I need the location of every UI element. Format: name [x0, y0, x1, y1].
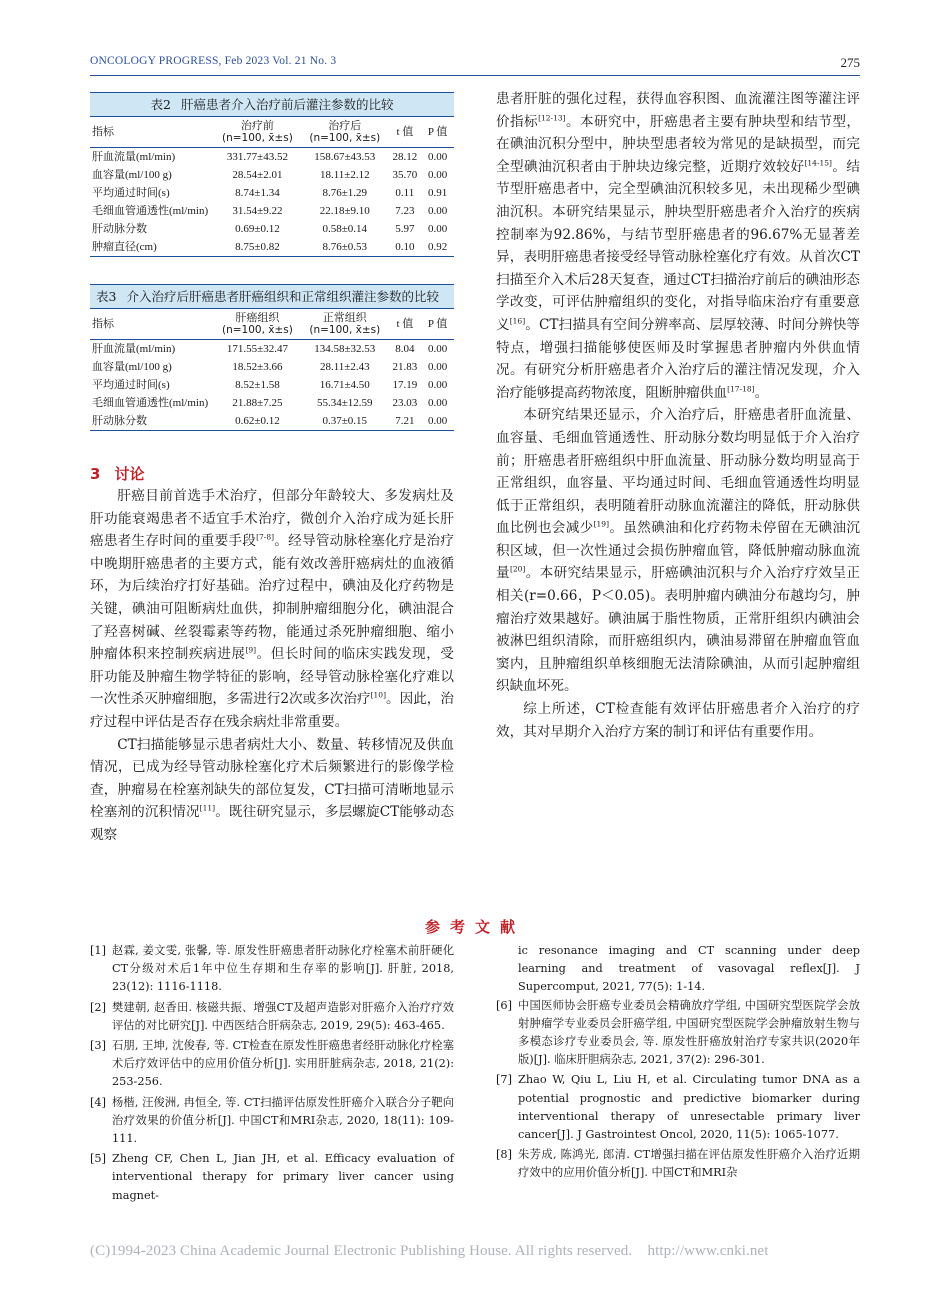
section-title: 讨论 [114, 465, 145, 483]
section-number: 3 [90, 465, 101, 483]
table-cell: 0.00 [427, 378, 448, 391]
reference-text: Zheng CF, Chen L, Jian JH, et al. Efficacy evaluation of interventional therapy for primary liver cancer using magnet- [112, 1152, 454, 1202]
paragraph-text: 。虽然碘油和化疗药物未停留在无碘油沉积区域，但一次性通过会损伤肿瘤血管，降低肿瘤动脉血流量 [496, 520, 861, 582]
body-paragraph [496, 88, 860, 404]
table-2-grid [90, 117, 454, 257]
table-2-caption [90, 92, 454, 117]
table-header-cell: 正常组织 (n=100, x̄±s) [301, 309, 388, 340]
table-cell: 平均通过时间(s) [92, 186, 170, 199]
table-cell: 18.11±2.12 [319, 168, 370, 181]
reference-text: 赵霖, 姜文雯, 张馨, 等. 原发性肝癌患者肝动脉化疗栓塞术前肝硬化CT分级对术后1年中位生存期和生存率的影响[J]. 肝脏, 2018, 23(12): 1116-1118. [112, 944, 454, 994]
table-2-header-row [90, 117, 454, 148]
table-cell: 16.71±4.50 [319, 378, 370, 391]
table-cell: 8.76±0.53 [301, 238, 388, 257]
paragraph-text: 。但长时间的临床实践发现，受肝功能及肿瘤生物学特征的影响，经导管动脉栓塞化疗难以一次性杀灭肿瘤细胞，多需进行2次或多次治疗 [90, 646, 454, 708]
table-cell: 0.00 [427, 222, 448, 235]
table-header-cell: t 值 [388, 117, 421, 148]
reference-item [90, 1150, 454, 1205]
table-3-title: 介入治疗后肝癌患者肝癌组织和正常组织灌注参数的比较 [126, 289, 439, 304]
reference-continuation: ic resonance imaging and CT scanning under deep learning and treatment of vasovagal reflex[J]. J Supercomput, 2021, 77(5): 1-14. [518, 944, 860, 994]
table-3 [90, 284, 454, 431]
table-cell: 55.34±12.59 [317, 396, 373, 409]
table-cell: 0.00 [427, 342, 448, 355]
reference-number: [7] [496, 1073, 513, 1087]
table-cell: 血容量(ml/100 g) [92, 360, 172, 373]
table-row [90, 184, 454, 202]
table-3-body [90, 340, 454, 431]
table-cell: 血容量(ml/100 g) [92, 168, 172, 181]
table-cell: 0.00 [427, 360, 448, 373]
references-left [90, 942, 454, 1207]
table-cell: 35.70 [392, 168, 418, 181]
table-cell: 肝血流量(ml/min) [92, 150, 176, 163]
table-cell: 毛细血管通透性(ml/min) [92, 396, 209, 409]
table-cell: 171.55±32.47 [226, 342, 288, 355]
reference-item [496, 1071, 860, 1144]
table-cell: 331.77±43.52 [226, 150, 288, 163]
table-cell: 平均通过时间(s) [92, 378, 170, 391]
reference-number: [8] [496, 1148, 513, 1162]
table-row [90, 220, 454, 238]
right-column-text [496, 88, 860, 743]
table-cell: 毛细血管通透性(ml/min) [92, 204, 209, 217]
table-3-number: 表3 [96, 289, 117, 304]
table-cell: 134.58±32.53 [314, 342, 376, 355]
table-cell: 28.12 [392, 150, 418, 163]
reference-item [90, 999, 454, 1035]
reference-item [496, 997, 860, 1070]
reference-number: [5] [90, 1152, 107, 1166]
reference-text: Zhao W, Qiu L, Liu H, et al. Circulating tumor DNA as a potential prognostic and predictive biomarker during interventional therapy of unresectable primary liver cancer[J]. J Gastrointest Oncol, 2020, 11(5): 1065-1077. [518, 1073, 860, 1142]
table-cell: 0.00 [421, 412, 454, 431]
table-cell: 0.62±0.12 [214, 412, 301, 431]
table-cell: 0.00 [427, 150, 448, 163]
table-row [90, 358, 454, 376]
table-row [90, 376, 454, 394]
citation: [14-15] [804, 158, 832, 168]
paragraph-text: 肝癌目前首选手术治疗，但部分年龄较大、多发病灶及肝功能衰竭患者不适宜手术治疗，微创介入治疗成为延长肝癌患者生存时间的重要手段 [90, 488, 454, 550]
table-cell: 28.11±2.43 [319, 360, 370, 373]
table-cell: 0.91 [427, 186, 448, 199]
body-paragraph [496, 404, 860, 698]
table-cell: 8.04 [395, 342, 415, 355]
reference-number: [1] [90, 944, 107, 957]
section-heading [90, 463, 144, 484]
reference-text: 朱芳成, 陈鸿光, 郎清. CT增强扫描在评估原发性肝癌介入治疗近期疗效中的应用价值分析[J]. 中国CT和MRI杂 [518, 1148, 860, 1180]
table-header-cell: 指标 [90, 117, 214, 148]
table-row [90, 202, 454, 220]
table-cell: 0.00 [427, 204, 448, 217]
paragraph-text: 。既往研究显示，多层螺旋CT能够动态观察 [90, 804, 454, 843]
table-row [90, 394, 454, 412]
citation: [20] [509, 564, 526, 574]
table-cell: 22.18±9.10 [319, 204, 370, 217]
references-heading: 参考文献 [424, 918, 525, 936]
table-cell: 158.67±43.53 [314, 150, 376, 163]
paragraph-text: 。经导管动脉栓塞化疗是治疗中晚期肝癌患者的主要方式，能有效改善肝癌病灶的血液循环，为后续治疗打好基础。治疗过程中，碘油及化疗药物是关键，碘油可阻断病灶血供，抑制肿瘤细胞分化，碘油混合了羟喜树碱、丝裂霉素等药物，能通过杀死肿瘤细胞、缩小肿瘤体积来控制疾病进展 [90, 533, 454, 663]
table-row [90, 166, 454, 184]
table-cell: 21.88±7.25 [232, 396, 283, 409]
table-row [90, 340, 454, 359]
paragraph-text: 综上所述，CT检查能有效评估肝癌患者介入治疗的疗效，其对早期介入治疗方案的制订和评估有重要作用。 [496, 701, 860, 740]
table-cell: 31.54±9.22 [232, 204, 283, 217]
table-cell: 0.37±0.15 [301, 412, 388, 431]
table-header-cell: 肝癌组织 (n=100, x̄±s) [214, 309, 301, 340]
reference-text: 石朋, 王坤, 沈俊春, 等. CT检查在原发性肝癌患者经肝动脉化疗栓塞术后疗效评估中的应用价值分析[J]. 实用肝脏病杂志, 2018, 21(2): 253-256. [112, 1039, 454, 1089]
citation: [7-8] [256, 532, 275, 542]
table-cell: 7.23 [395, 204, 415, 217]
table-cell: 0.58±0.14 [322, 222, 368, 235]
reference-item [90, 1037, 454, 1092]
body-paragraph [90, 485, 454, 734]
table-header-cell: P 值 [421, 309, 454, 340]
table-cell: 28.54±2.01 [232, 168, 283, 181]
reference-item [496, 1146, 860, 1182]
reference-number: [4] [90, 1095, 107, 1109]
table-cell: 肝血流量(ml/min) [92, 342, 176, 355]
citation: [11] [199, 803, 216, 813]
reference-text: 樊建朝, 赵香田. 核磁共振、增强CT及超声造影对肝癌介入治疗疗效评估的对比研究[J]. 中西医结合肝病杂志, 2019, 29(5): 463-465. [112, 1000, 454, 1032]
table-cell: 8.52±1.58 [235, 378, 280, 391]
paragraph-text: 本研究结果还显示，介入治疗后，肝癌患者肝血流量、血容量、毛细血管通透性、肝动脉分数均明显低于介入治疗前；肝癌患者肝癌组织中肝血流量、肝动脉分数均明显高于正常组织，血容量、平均通过时间、毛细血管通透性均明显低于正常组织，表明随着肝动脉血流灌注的降低，肝动脉供血比例也会减少 [496, 407, 860, 537]
table-cell: 5.97 [395, 222, 415, 235]
left-column-text [90, 485, 454, 847]
table-3-caption [90, 284, 454, 309]
table-2 [90, 92, 454, 257]
table-cell: 肝动脉分数 [90, 412, 214, 431]
table-cell: 7.21 [388, 412, 421, 431]
reference-item [90, 1094, 454, 1149]
paragraph-text: 。本研究中，肝癌患者主要有肿块型和结节型，在碘油沉积分型中，肿块型患者较为常见的是缺损型，而完全型碘油沉积者由于肿块边缘完整，近期疗效较好 [496, 113, 861, 175]
body-paragraph [90, 734, 454, 847]
table-header-cell: t 值 [388, 309, 421, 340]
table-cell: 0.69±0.12 [235, 222, 280, 235]
reference-number: [3] [90, 1039, 107, 1053]
reference-number: [2] [90, 1000, 107, 1014]
table-cell: 肿瘤直径(cm) [90, 238, 214, 257]
journal-running-header: ONCOLOGY PROGRESS, Feb 2023 Vol. 21 No. 3 [90, 55, 337, 67]
paragraph-text: 。因此，治疗过程中评估是否存在残余病灶非常重要。 [90, 691, 455, 730]
page-number: 275 [840, 55, 860, 70]
table-2-body [90, 148, 454, 257]
table-2-title: 肝癌患者介入治疗前后灌注参数的比较 [180, 97, 394, 112]
table-cell: 8.75±0.82 [214, 238, 301, 257]
table-2-number: 表2 [150, 97, 171, 112]
references-right-list [496, 997, 860, 1183]
table-cell: 17.19 [392, 378, 418, 391]
citation: [12-13] [538, 113, 566, 123]
table-cell: 0.00 [427, 168, 448, 181]
table-3-grid [90, 309, 454, 431]
citation: [10] [370, 690, 387, 700]
paragraph-text: 。结节型肝癌患者中，完全型碘油沉积较多见，未出现稀少型碘油沉积。本研究结果显示，肿块型肝癌患者介入治疗的疾病控制率为92.86%，与结节型肝癌患者的96.67%无显著差异，表明肝癌患者接受经导管动脉栓塞化疗有效。从首次CT扫描至介入术后28天复查，通过CT扫描治疗前后的碘油形态学改变，可评估肿瘤组织的变化，对指导临床治疗有重要意义 [496, 158, 861, 333]
citation: [9] [245, 645, 257, 655]
table-cell: 0.92 [421, 238, 454, 257]
table-header-cell: 指标 [90, 309, 214, 340]
reference-item [90, 942, 454, 997]
table-cell: 0.11 [395, 186, 415, 199]
table-header-cell: 治疗后 (n=100, x̄±s) [301, 117, 388, 148]
reference-text: 中国医师协会肝癌专业委员会精确放疗学组, 中国研究型医院学会放射肿瘤学专业委员会肝癌学组, 中国研究型医院学会肿瘤放射生物与多模态诊疗专业委员会, 等. 原发性肝癌放射治疗专家共识(2020年版)[J]. 临床肝胆病杂志, 2021, 37(2): 296-301. [518, 998, 860, 1067]
body-paragraph [496, 698, 860, 743]
table-row [90, 238, 454, 257]
paragraph-text: CT扫描能够显示患者病灶大小、数量、转移情况及供血情况，已成为经导管动脉栓塞化疗术后频繁进行的影像学检查，肿瘤易在栓塞剂缺失的部位复发，CT扫描可清晰地显示栓塞剂的沉积情况 [90, 736, 454, 821]
table-3-header-row [90, 309, 454, 340]
references-right [496, 942, 860, 1185]
table-cell: 21.83 [392, 360, 418, 373]
table-row [90, 148, 454, 167]
reference-text: 杨楷, 汪俊洲, 冉恒全, 等. CT扫描评估原发性肝癌介入联合分子靶向治疗效果的价值分析[J]. 中国CT和MRI杂志, 2020, 18(11): 109-111. [112, 1095, 454, 1146]
citation: [19] [593, 519, 610, 529]
table-cell: 8.76±1.29 [322, 186, 368, 199]
paragraph-text: 患者肝脏的强化过程，获得血容积图、血流灌注图等灌注评价指标 [496, 91, 860, 130]
citation: [16] [509, 316, 526, 326]
header-rule [90, 75, 860, 76]
copyright-footer: (C)1994-2023 China Academic Journal Electronic Publishing House. All rights reserved. http://www.cnki.net [90, 1243, 769, 1259]
citation: [17-18] [727, 384, 755, 394]
paragraph-text: 。 [754, 384, 769, 401]
table-cell: 23.03 [392, 396, 418, 409]
paragraph-text: 。本研究结果显示，肝癌碘油沉积与介入治疗疗效呈正相关(r=0.66，P＜0.05)。表明肿瘤内碘油分布越均匀，肿瘤治疗效果越好。碘油属于脂性物质，正常肝组织内碘油会被淋巴组织清除，而肝癌组织内，碘油易滞留在肿瘤血管血窦内，且肿瘤组织单核细胞无法清除碘油，从而引起肿瘤组织缺血坏死。 [496, 565, 861, 695]
table-cell: 0.10 [388, 238, 421, 257]
reference-number: [6] [496, 998, 513, 1012]
paragraph-text: 。CT扫描具有空间分辨率高、层厚较薄、时间分辨快等特点，增强扫描能够使医师及时掌握患者肿瘤内外供血情况。有研究分析肝癌患者介入治疗后的灌注情况发现，介入治疗能够提高药物浓度，阻断肿瘤供血 [496, 316, 861, 401]
table-header-cell: P 值 [421, 117, 454, 148]
table-row [90, 412, 454, 431]
table-cell: 18.52±3.66 [232, 360, 283, 373]
table-cell: 0.00 [427, 396, 448, 409]
table-header-cell: 治疗前 (n=100, x̄±s) [214, 117, 301, 148]
table-cell: 8.74±1.34 [235, 186, 280, 199]
table-cell: 肝动脉分数 [92, 222, 147, 235]
